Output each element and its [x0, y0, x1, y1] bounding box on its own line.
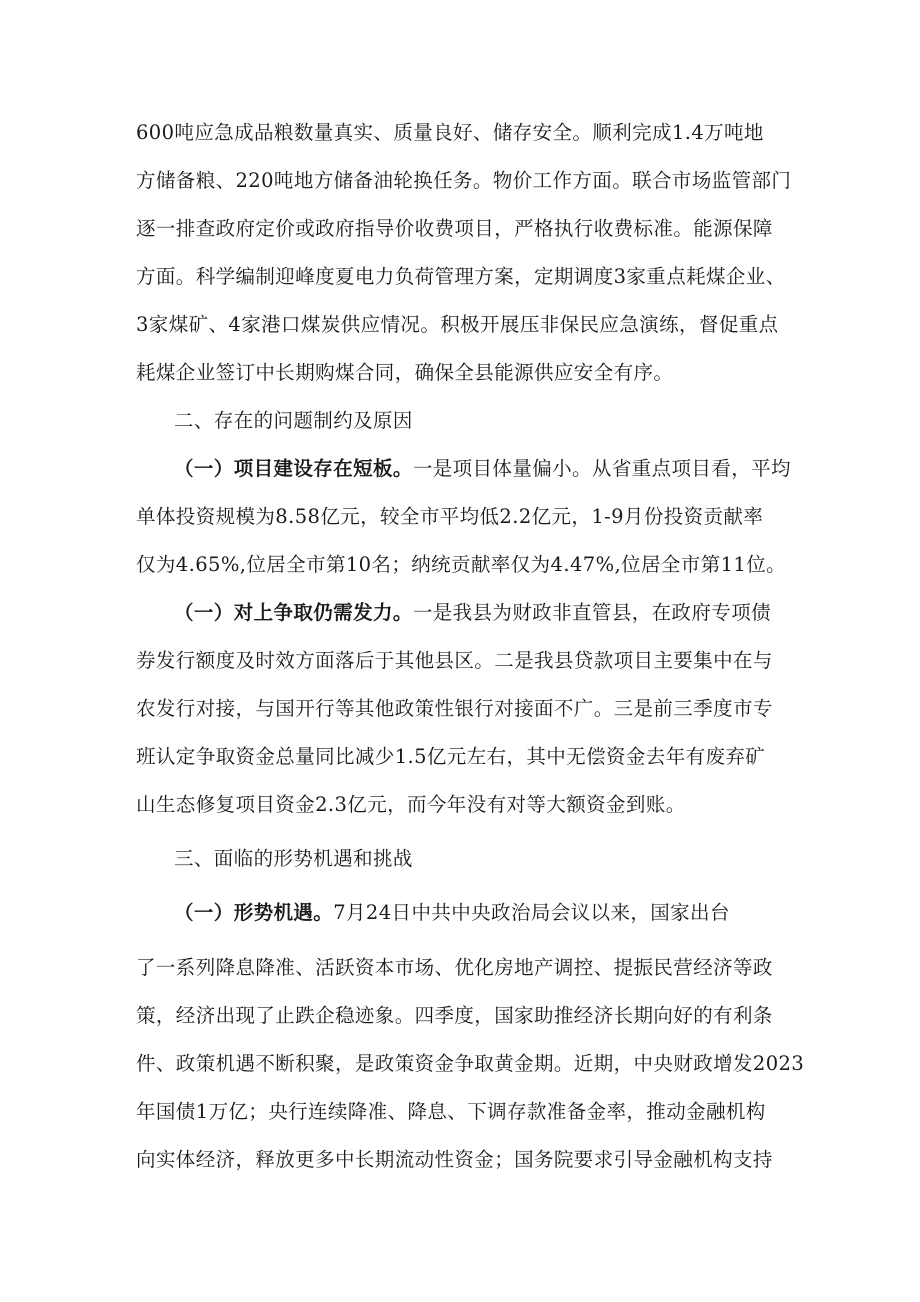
body-line: 单体投资规模为8.58亿元，较全市平均低2.2亿元，1-9月份投资贡献率: [136, 505, 764, 528]
subsection-paragraph-1: [174, 457, 791, 481]
body-line: 策，经济出现了止跌企稳迹象。四季度，国家助推经济长期向好的有利条: [136, 1004, 773, 1027]
body-line: 件、政策机遇不断积聚，是政策资金争取黄金期。近期，中央财政增发2023: [136, 1052, 805, 1075]
body-line: 了一系列降息降准、活跃资本市场、优化房地产调控、提振民营经济等政: [136, 956, 773, 979]
subsection-title: 项目建设存在短板。: [233, 457, 413, 480]
subsection-paragraph-3: [174, 901, 730, 925]
body-line: 方储备粮、220吨地方储备油轮换任务。物价工作方面。联合市场监管部门: [136, 169, 792, 192]
body-line: 耗煤企业签订中长期购煤合同，确保全县能源供应安全有序。: [136, 361, 674, 384]
body-line: 逐一排查政府定价或政府指导价收费项目，严格执行收费标准。能源保障: [136, 217, 773, 240]
body-line: 农发行对接，与国开行等其他政策性银行对接面不广。三是前三季度市专: [136, 697, 773, 720]
body-line: 班认定争取资金总量同比减少1.5亿元左右，其中无偿资金去年有废弃矿: [136, 745, 766, 768]
section-heading-2: 二、存在的问题制约及原因: [174, 409, 413, 432]
subsection-marker: （一）: [174, 457, 234, 480]
body-line: 3家煤矿、4家港口煤炭供应情况。积极开展压非保民应急演练，督促重点: [136, 313, 779, 336]
subsection-marker: （一）: [174, 601, 234, 624]
body-line: 山生态修复项目资金2.3亿元，而今年没有对等大额资金到账。: [136, 793, 686, 816]
body-text: 一是项目体量偏小。从省重点项目看，平均: [412, 457, 791, 480]
body-line: 年国债1万亿；央行连续降准、降息、下调存款准备金率，推动金融机构: [136, 1100, 766, 1123]
body-line: 仅为4.65%,位居全市第10名；纳统贡献率仅为4.47%,位居全市第11位。: [136, 553, 787, 576]
body-line: 向实体经济，释放更多中长期流动性资金；国务院要求引导金融机构支持: [136, 1148, 773, 1171]
body-line: 券发行额度及时效方面落后于其他县区。二是我县贷款项目主要集中在与: [136, 649, 773, 672]
subsection-paragraph-2: [174, 601, 771, 625]
body-text: 一是我县为财政非直管县，在政府专项债: [412, 601, 772, 624]
subsection-title: 形势机遇。: [233, 901, 334, 924]
body-text: 7月24日中共中央政治局会议以来，国家出台: [333, 901, 730, 924]
section-heading-3: 三、面临的形势机遇和挑战: [174, 847, 413, 870]
subsection-title: 对上争取仍需发力。: [233, 601, 413, 624]
body-line: 方面。科学编制迎峰度夏电力负荷管理方案，定期调度3家重点耗煤企业、: [136, 265, 786, 288]
subsection-marker: （一）: [174, 901, 234, 924]
body-line: 600吨应急成品粮数量真实、质量良好、储存安全。顺利完成1.4万吨地: [136, 121, 764, 144]
